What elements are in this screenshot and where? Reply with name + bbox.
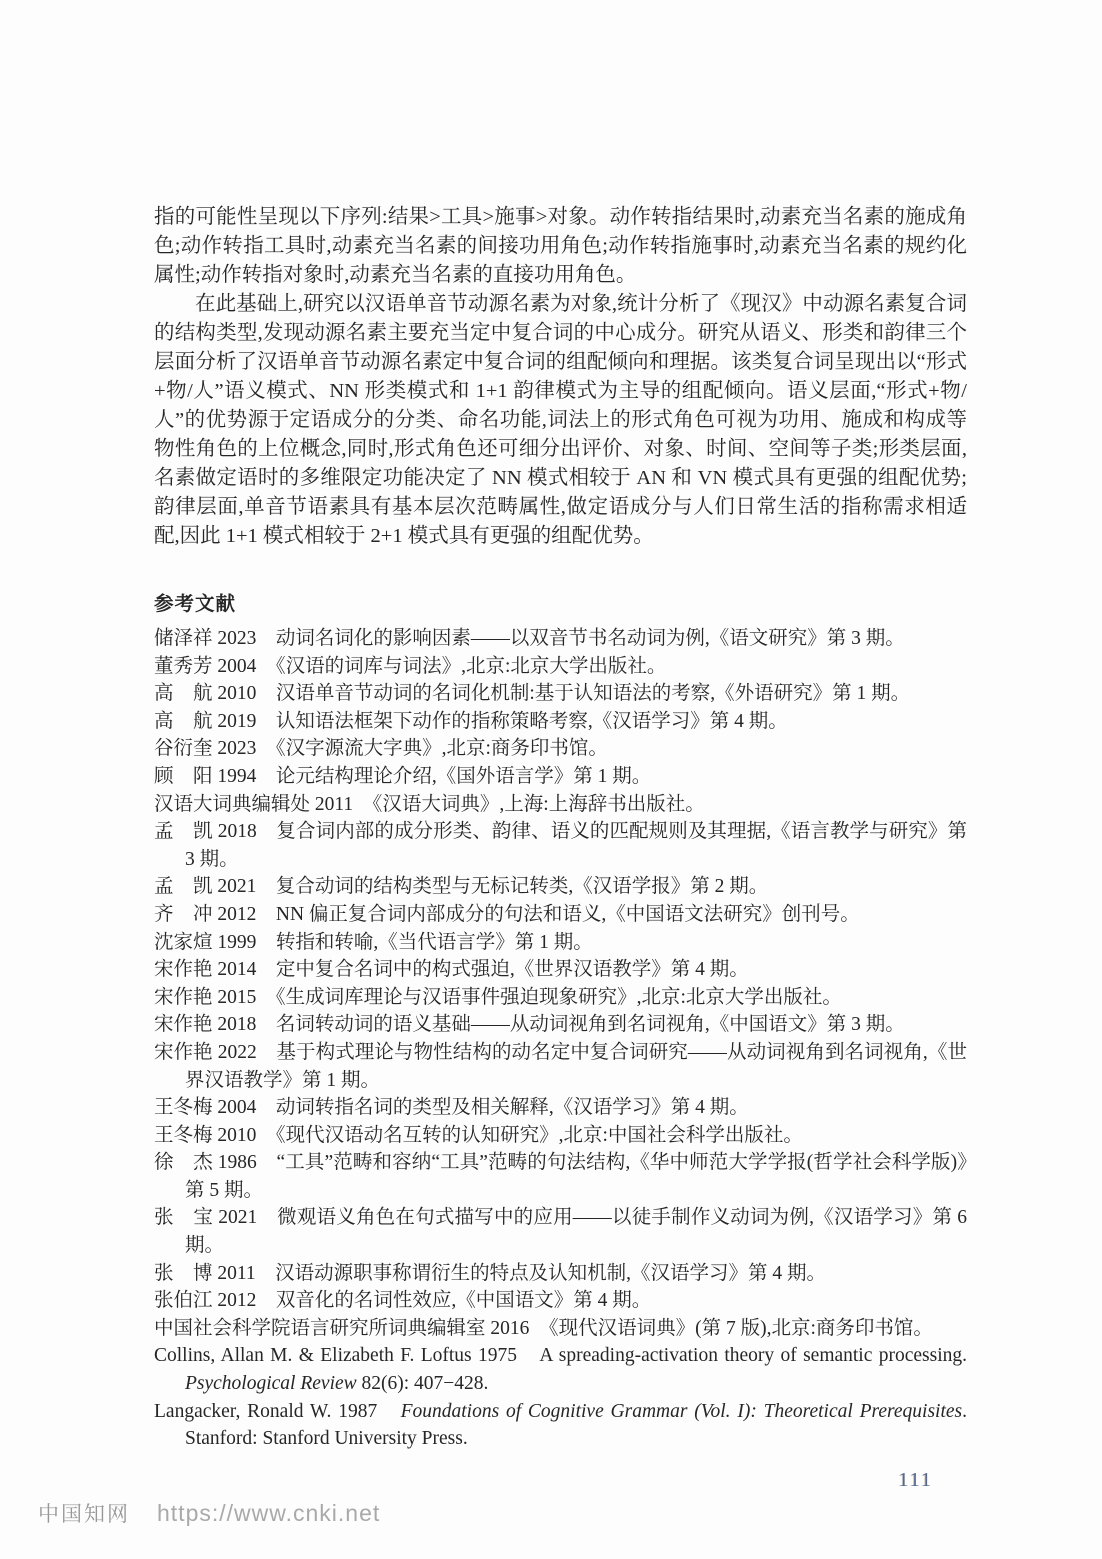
reference-item <box>154 735 967 763</box>
reference-text: 王冬梅 2010 《现代汉语动名互转的认知研究》,北京:中国社会科学出版社。 <box>154 1124 803 1146</box>
reference-text: Collins, Allan M. & Elizabeth F. Loftus 1975 A spreading-activation theory of semantic processing. <box>154 1345 967 1367</box>
reference-text: 王冬梅 2004 动词转指名词的类型及相关解释,《汉语学习》第 4 期。 <box>154 1097 749 1119</box>
reference-text: 孟 凯 2018 复合词内部的成分形类、韵律、语义的匹配规则及其理据,《语言教学与研究》第 3 期。 <box>154 821 967 870</box>
reference-item <box>154 1122 967 1150</box>
reference-item <box>154 1011 967 1039</box>
reference-item <box>154 984 967 1012</box>
reference-item <box>154 1398 967 1453</box>
footer <box>38 1498 380 1528</box>
reference-item <box>154 680 967 708</box>
references-list <box>154 625 967 1453</box>
reference-item <box>154 1149 967 1204</box>
reference-text: 顾 阳 1994 论元结构理论介绍,《国外语言学》第 1 期。 <box>154 765 652 787</box>
reference-text: 高 航 2019 认知语法框架下动作的指称策略考察,《汉语学习》第 4 期。 <box>154 710 788 732</box>
reference-text: 张 博 2011 汉语动源职事称谓衍生的特点及认知机制,《汉语学习》第 4 期。 <box>154 1262 827 1284</box>
reference-title-italic: Foundations of Cognitive Grammar (Vol. I): Theoretical Prerequisites <box>400 1400 963 1422</box>
reference-text: 宋作艳 2022 基于构式理论与物性结构的动名定中复合词研究——从动词视角到名词视角,《世界汉语教学》第 1 期。 <box>154 1041 967 1091</box>
reference-text: 中国社会科学院语言研究所词典编辑室 2016 《现代汉语词典》(第 7 版),北京:商务印书馆。 <box>154 1317 933 1339</box>
reference-item <box>154 791 967 819</box>
reference-text: 宋作艳 2014 定中复合名词中的构式强迫,《世界汉语教学》第 4 期。 <box>154 959 749 981</box>
body-paragraph-2: 在此基础上,研究以汉语单音节动源名素为对象,统计分析了《现汉》中动源名素复合词的结构类型,发现动源名素主要充当定中复合词的中心成分。研究从语义、形类和韵律三个层面分析了汉语单音节动源名素定中复合词的组配倾向和理据。该类复合词呈现出以“形式+物/人”语义模式、NN 形类模式和 1+1 韵律模式为主导的组配倾向。语义层面,“形式+物/人”的优势源于定语成分的分类、命名功能,词法上的形式角色可视为功用、施成和构成等物性角色的上位概念,同时,形式角色还可细分出评价、对象、时间、空间等子类;形类层面,名素做定语时的多维限定功能决定了 NN 模式相较于 AN 和 VN 模式具有更强的组配优势;韵律层面,单音节语素具有基本层次范畴属性,做定语成分与人们日常生活的指称需求相适配,因此 1+1 模式相较于 2+1 模式具有更强的组配优势。 <box>154 293 967 547</box>
reference-item <box>154 625 967 653</box>
reference-text: 齐 冲 2012 NN 偏正复合词内部成分的句法和语义,《中国语文法研究》创刊号。 <box>154 903 860 925</box>
reference-item <box>154 901 967 929</box>
reference-item <box>154 1039 967 1094</box>
reference-item <box>154 818 967 873</box>
reference-item <box>154 1094 967 1122</box>
cnki-logo: 中国知网 <box>38 1503 130 1526</box>
cnki-url: https://www.cnki.net <box>157 1500 381 1526</box>
reference-title-italic: Psychological Review <box>185 1373 357 1395</box>
reference-text: Langacker, Ronald W. 1987 <box>154 1400 401 1422</box>
reference-item <box>154 873 967 901</box>
reference-text: 张 宝 2021 微观语义角色在句式描写中的应用——以徒手制作义动词为例,《汉语学习》第 6 期。 <box>154 1207 967 1257</box>
reference-text: 谷衍奎 2023 《汉字源流大字典》,北京:商务印书馆。 <box>154 738 608 760</box>
reference-item <box>154 653 967 681</box>
body-paragraph-1: 指的可能性呈现以下序列:结果>工具>施事>对象。动作转指结果时,动素充当名素的施成角色;动作转指工具时,动素充当名素的间接功用角色;动作转指施事时,动素充当名素的规约化属性;动作转指对象时,动素充当名素的直接功用角色。 <box>154 206 967 286</box>
reference-item <box>154 1315 967 1343</box>
reference-text: 汉语大词典编辑处 2011 《汉语大词典》,上海:上海辞书出版社。 <box>154 793 705 815</box>
reference-text: 董秀芳 2004 《汉语的词库与词法》,北京:北京大学出版社。 <box>154 655 667 677</box>
reference-text: 高 航 2010 汉语单音节动词的名词化机制:基于认知语法的考察,《外语研究》第 1 期。 <box>154 683 911 705</box>
reference-item <box>154 763 967 791</box>
reference-item <box>154 1287 967 1315</box>
reference-item <box>154 956 967 984</box>
reference-text: 82(6): 407−428. <box>356 1373 489 1395</box>
reference-text: . Stanford: Stanford University Press. <box>185 1400 968 1450</box>
reference-text: 徐 杰 1986 “工具”范畴和容纳“工具”范畴的句法结构,《华中师范大学学报(哲学社会科学版)》第 5 期。 <box>154 1152 967 1201</box>
reference-item <box>154 1342 967 1397</box>
reference-text: 沈家煊 1999 转指和转喻,《当代语言学》第 1 期。 <box>154 931 593 953</box>
references-heading: 参考文献 <box>154 594 237 615</box>
reference-text: 宋作艳 2015 《生成词库理论与汉语事件强迫现象研究》,北京:北京大学出版社。 <box>154 986 842 1008</box>
reference-item <box>154 929 967 957</box>
reference-item <box>154 708 967 736</box>
page-number: 111 <box>898 1468 933 1491</box>
reference-text: 孟 凯 2021 复合动词的结构类型与无标记转类,《汉语学报》第 2 期。 <box>154 876 769 898</box>
reference-text: 宋作艳 2018 名词转动词的语义基础——从动词视角到名词视角,《中国语文》第 3 期。 <box>154 1014 905 1036</box>
reference-text: 张伯江 2012 双音化的名词性效应,《中国语文》第 4 期。 <box>154 1290 652 1312</box>
page-content <box>154 203 967 1492</box>
reference-item <box>154 1260 967 1288</box>
reference-item <box>154 1204 967 1259</box>
reference-text: 储泽祥 2023 动词名词化的影响因素——以双音节书名动词为例,《语文研究》第 3 期。 <box>154 628 905 649</box>
